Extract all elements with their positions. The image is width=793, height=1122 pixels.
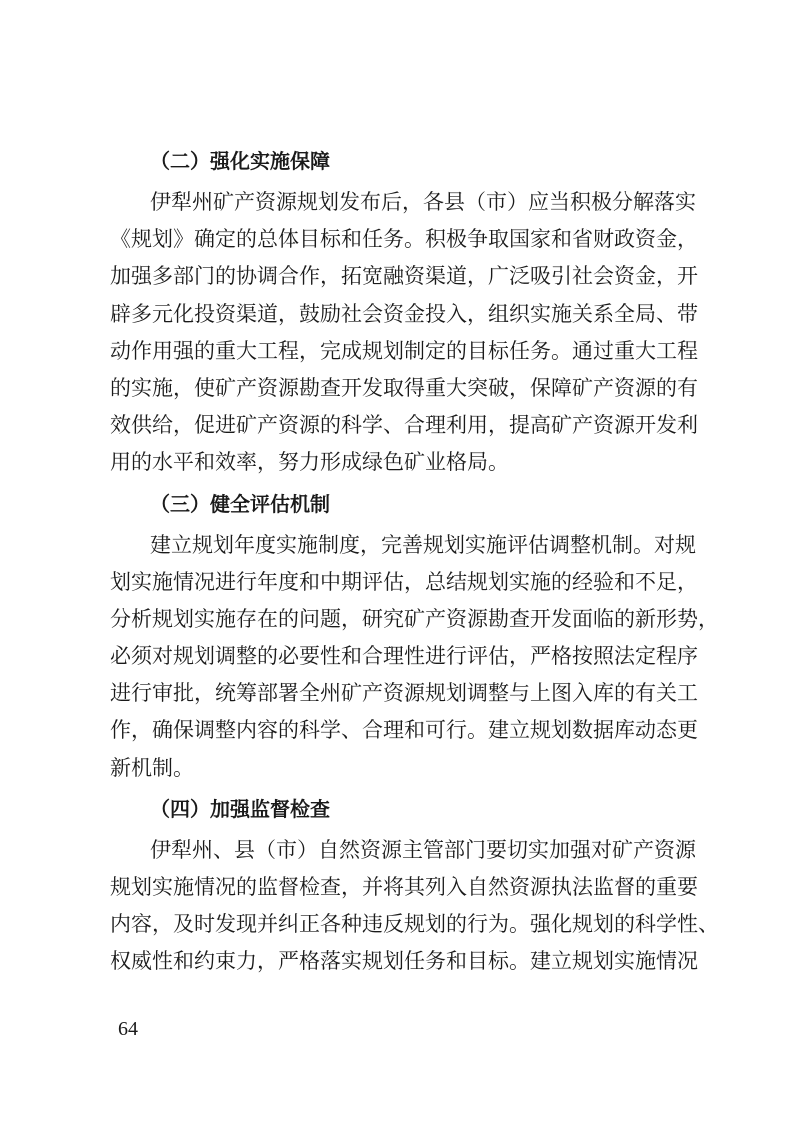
paragraph-line: 进行审批，统筹部署全州矿产资源规划调整与上图入库的有关工 (110, 681, 698, 706)
paragraph-line: 辟多元化投资渠道，鼓励社会资金投入，组织实施关系全局、带 (110, 301, 698, 326)
section-supervision-inspection (110, 793, 719, 981)
paragraph-line: 《规划》确定的总体目标和任务。积极争取国家和省财政资金， (110, 227, 698, 252)
paragraph-line: 作，确保调整内容的科学、合理和可行。建立规划数据库动态更 (110, 718, 698, 743)
section-heading: （四）加强监督检查 (150, 796, 330, 821)
page-number: 64 (118, 1018, 138, 1040)
paragraph-line: 必须对规划调整的必要性和合理性进行评估，严格按照法定程序 (110, 644, 698, 669)
paragraph-line: 伊犁州矿产资源规划发布后，各县（市）应当积极分解落实 (150, 190, 696, 214)
section-paragraph (110, 527, 719, 787)
section-heading: （二）强化实施保障 (150, 149, 330, 173)
paragraph-line: 的实施，使矿产资源勘查开发取得重大突破，保障矿产资源的有 (110, 375, 698, 400)
section-paragraph (110, 184, 698, 482)
section-paragraph (110, 832, 719, 981)
paragraph-line: 效供给，促进矿产资源的科学、合理利用，提高矿产资源开发利 (110, 413, 698, 438)
paragraph-line: 伊犁州、县（市）自然资源主管部门要切实加强对矿产资源 (150, 837, 696, 862)
paragraph-line: 加强多部门的协调合作，拓宽融资渠道，广泛吸引社会资金，开 (110, 264, 698, 289)
paragraph-line: 分析规划实施存在的问题，研究矿产资源勘查开发面临的新形势， (110, 606, 719, 631)
paragraph-line: 权威性和约束力，严格落实规划任务和目标。建立规划实施情况 (110, 949, 698, 974)
paragraph-line: 用的水平和效率，努力形成绿色矿业格局。 (110, 450, 509, 475)
paragraph-line: 新机制。 (110, 755, 194, 780)
page-body (110, 145, 719, 987)
paragraph-line: 内容，及时发现并纠正各种违反规划的行为。强化规划的科学性、 (110, 912, 719, 937)
paragraph-line: 建立规划年度实施制度，完善规划实施评估调整机制。对规 (150, 532, 696, 557)
section-evaluation-mechanism (110, 488, 719, 787)
paragraph-line: 划实施情况进行年度和中期评估，总结规划实施的经验和不足， (110, 569, 698, 594)
section-heading: （三）健全评估机制 (150, 491, 330, 516)
paragraph-line: 规划实施情况的监督检查，并将其列入自然资源执法监督的重要 (110, 875, 698, 899)
paragraph-line: 动作用强的重大工程，完成规划制定的目标任务。通过重大工程 (110, 338, 698, 363)
section-strengthen-implementation (110, 145, 698, 482)
